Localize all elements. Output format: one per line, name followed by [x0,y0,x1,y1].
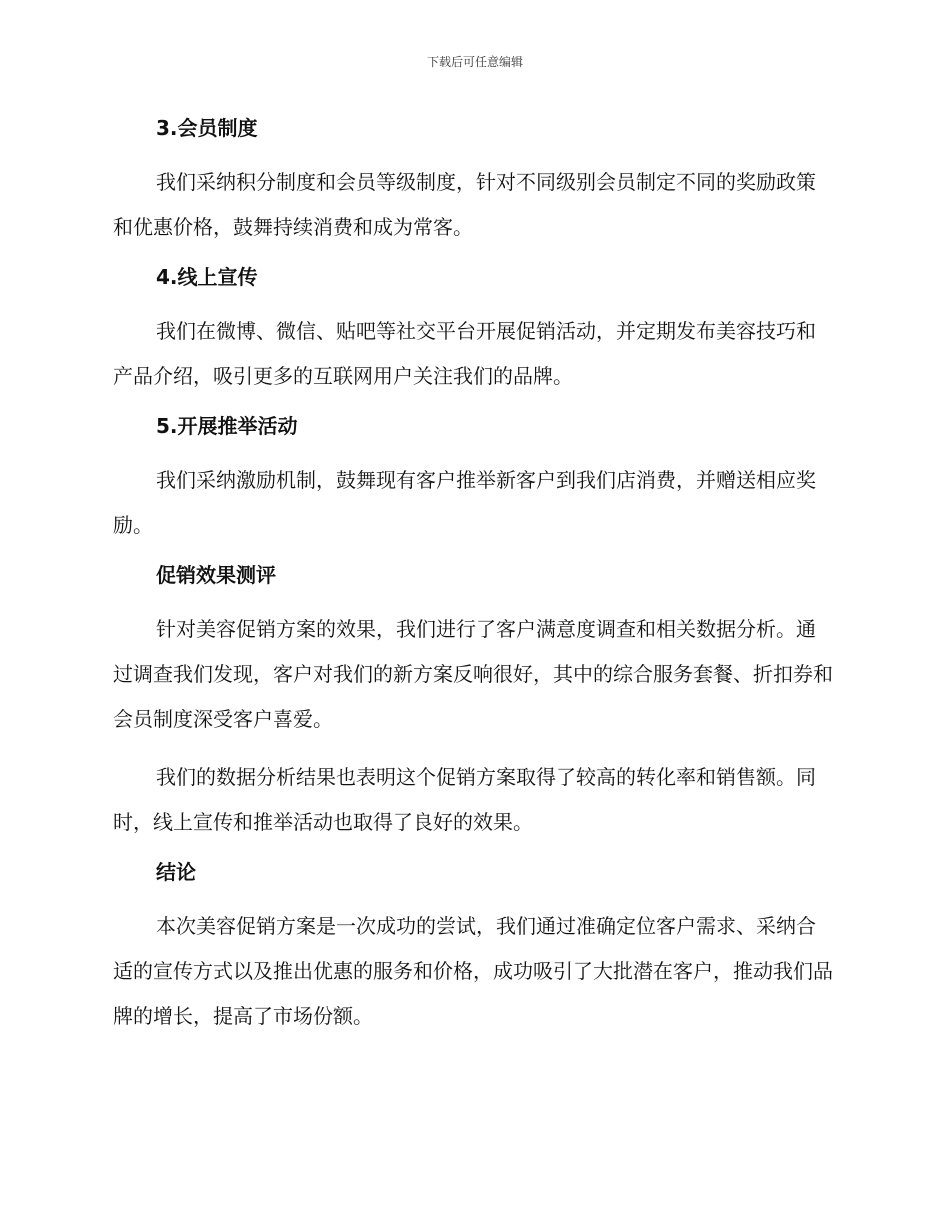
document-body [113,114,833,1039]
section-paragraph: 我们采纳激励机制，鼓舞现有客户推举新客户到我们店消费，并赠送相应奖励。 [113,468,816,537]
section-heading: 结论 [156,860,196,884]
section-membership [113,114,833,250]
section-paragraph: 我们在微博、微信、贴吧等社交平台开展促销活动，并定期发布美容技巧和产品介绍，吸引更多的互联网用户关注我们的品牌。 [113,319,816,388]
section-evaluation [113,561,833,845]
page-header: 下载后可任意编辑 [426,55,523,69]
section-referral [113,412,833,548]
section-online-promotion [113,263,833,399]
section-conclusion [113,858,833,1039]
section-heading: 促销效果测评 [156,563,276,587]
section-paragraph: 我们的数据分析结果也表明这个促销方案取得了较高的转化率和销售额。同时，线上宣传和推举活动也取得了良好的效果。 [113,765,816,834]
section-heading: 4.线上宣传 [156,265,258,289]
section-heading: 3.会员制度 [156,116,258,140]
section-paragraph: 针对美容促销方案的效果，我们进行了客户满意度调查和相关数据分析。通过调查我们发现，客户对我们的新方案反响很好，其中的综合服务套餐、折扣券和会员制度深受客户喜爱。 [113,617,833,731]
section-heading: 5.开展推举活动 [156,414,298,438]
section-paragraph: 我们采纳积分制度和会员等级制度，针对不同级别会员制定不同的奖励政策和优惠价格，鼓舞持续消费和成为常客。 [113,170,816,239]
section-paragraph: 本次美容促销方案是一次成功的尝试，我们通过准确定位客户需求、采纳合适的宣传方式以及推出优惠的服务和价格，成功吸引了大批潜在客户，推动我们品牌的增长，提高了市场份额。 [113,914,833,1028]
